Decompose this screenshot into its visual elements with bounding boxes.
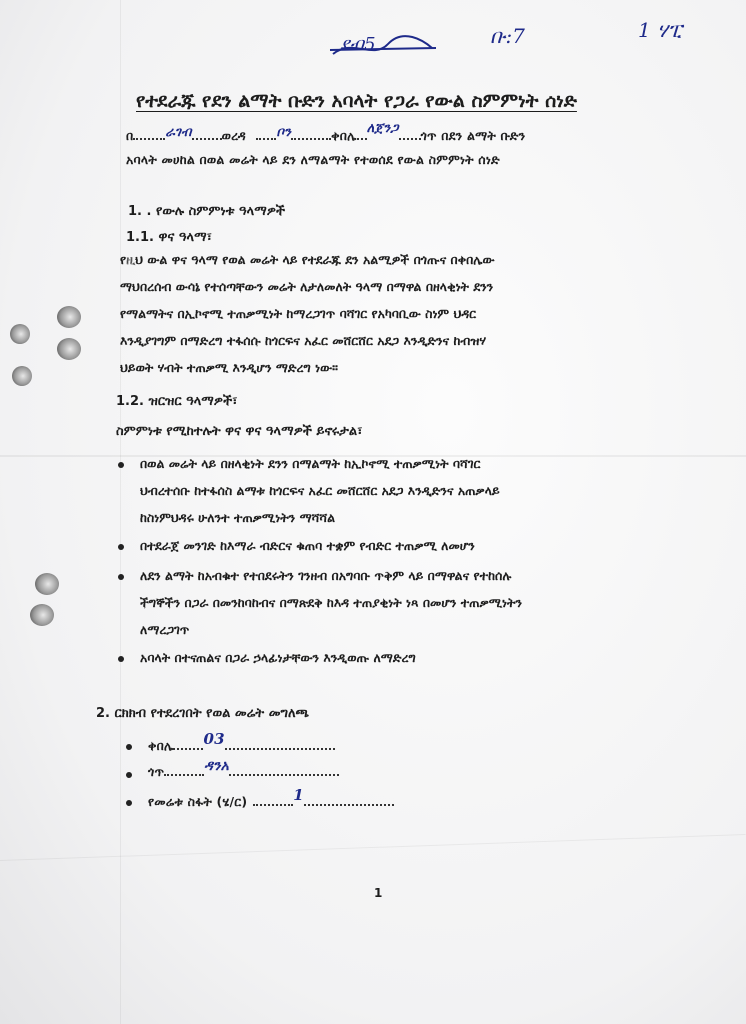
label-zone: ወረዳ [221, 128, 246, 143]
section1-1-heading: 1.1. ዋና ዓላማ፣ [126, 230, 212, 245]
field-label: ቀበሌ [148, 738, 174, 753]
field-got [148, 758, 339, 780]
punch-hole [30, 604, 54, 626]
bullet-dot [118, 656, 124, 662]
bullet-item-4 [140, 644, 700, 671]
bullet-dot [126, 772, 132, 778]
bullet-dot [118, 574, 124, 580]
paragraph-line: የዚህ ውል ዋና ዓላማ የወል መሬት ላይ የተደራጁ ደን አልሚዎች በጎጡና በቀበሌው [120, 252, 495, 267]
punch-hole [35, 573, 59, 595]
field-label: የመሬቱ ስፋት (ሄ/ር) [148, 794, 248, 809]
paper-crease [120, 0, 121, 1024]
bullet-dot [118, 544, 124, 550]
bullet-line: ለደን ልማት ከአብቁተ የተበደሩትን ገንዘብ በአግባቡ ጥቅም ላይ በማዋልና የተከሰሉ [140, 568, 512, 583]
paragraph-line: ማህበረሰብ ውሳኔ የተሰጣቸውን መሬት ለታለመለት ዓላማ በማዋል በዘላቂነት ደንን [120, 279, 494, 294]
paper-crease [0, 834, 746, 861]
bullet-dot [118, 462, 124, 468]
page-number: 1 [374, 886, 383, 900]
section2-heading: 2. ርክክብ የተደረገበት የወል መሬት መግለጫ [96, 706, 310, 721]
bullet-item-2 [140, 532, 700, 559]
bullet-line: ለማረጋገጥ [140, 622, 190, 637]
field-value: 1 [293, 786, 304, 804]
bullet-item-1 [140, 450, 700, 531]
field-value: ዳንአ [204, 758, 230, 774]
field-area [148, 786, 394, 810]
punch-hole [10, 324, 30, 344]
section1-1-paragraph [120, 246, 680, 381]
bullet-line: ችግኞችን በጋራ በመንከባከብና በማጽደቅ ከእዳ ተጠያቂነት ነጻ በመሆን ተጠቃሚነትን [140, 595, 523, 610]
paragraph-line: ህይወት ሃብት ተጠቃሚ እንዲሆን ማድረግ ነው። [120, 360, 338, 375]
bullet-dot [126, 744, 132, 750]
handwritten-note-left: ደብ5 [340, 34, 376, 55]
fill-region: ራገብ [165, 125, 192, 140]
section1-2-heading: 1.2. ዝርዝር ዓላማዎች፣ [116, 394, 238, 409]
punch-hole [57, 306, 81, 328]
field-value: 03 [203, 730, 225, 748]
label-kebele: ቀበሌ [331, 128, 357, 143]
bullet-line: አባላት በተናጠልና በጋራ ኃላፊነታቸውን እንዲወጡ ለማድረግ [140, 650, 416, 665]
section1-heading: 1. . የውሉ ስምምነቱ ዓላማዎች [128, 204, 286, 219]
intro-suffix: ጎጥ በደን ልማት ቡድን [420, 128, 526, 143]
fill-zone: ቦን [276, 125, 292, 140]
intro-line-2: አባላት መሀከል በወል መሬት ላይ ደን ለማልማት የተወሰደ የውል ስምምነት ሰነድ [126, 152, 500, 167]
section1-2-intro: ስምምነቱ የሚከተሉት ዋና ዋና ዓላማዎች ይኖሩታል፣ [116, 424, 363, 439]
fill-kebele: ለጀንጋ [366, 121, 399, 136]
paragraph-line: እንዲያገግም በማድረግ ተፋሰሱ ከጎርፍና አፈር መሸርሸር አደጋ እንዲድንና ከብዝሃ [120, 333, 487, 348]
bullet-line: ከስነምህዳሩ ሁለንተ ተጠቃሚነትን ማሻሻል [140, 510, 336, 525]
field-kebele [148, 730, 335, 754]
punch-hole [12, 366, 32, 386]
bullet-dot [126, 800, 132, 806]
intro-line-1 [126, 121, 526, 144]
bullet-line: በተደራጀ መንገድ ከእማራ ብድርና ቁጠባ ተቋም የብድር ተጠቃሚ ለመሆን [140, 538, 475, 553]
paragraph-line: የማልማትና በኢኮኖሚ ተጠቃሚነት ከማረጋገጥ ባሻገር የአካባቢው ስነም ህዳር [120, 306, 477, 321]
bullet-line: ህብረተሰቡ ከተፋሰስ ልማቱ ከጎርፍና አፈር መሸርሸር አደጋ እንዲድንና አጠቃላይ [140, 483, 500, 498]
punch-hole [57, 338, 81, 360]
handwritten-note-right: 1 ሃፒ [638, 18, 682, 42]
intro-prefix: በ [126, 128, 134, 143]
bullet-item-3 [140, 562, 700, 643]
handwritten-note-mid: ቡ:7 [490, 24, 525, 48]
field-label: ጎጥ [148, 764, 165, 779]
document-title: የተደራጁ የደን ልማት ቡድን አባላት የጋራ የውል ስምምነት ሰነድ [136, 90, 577, 112]
bullet-line: በወል መሬት ላይ በዘላቂነት ደንን በማልማት ከኢኮኖሚ ተጠቃሚነት ባሻገር [140, 456, 481, 471]
